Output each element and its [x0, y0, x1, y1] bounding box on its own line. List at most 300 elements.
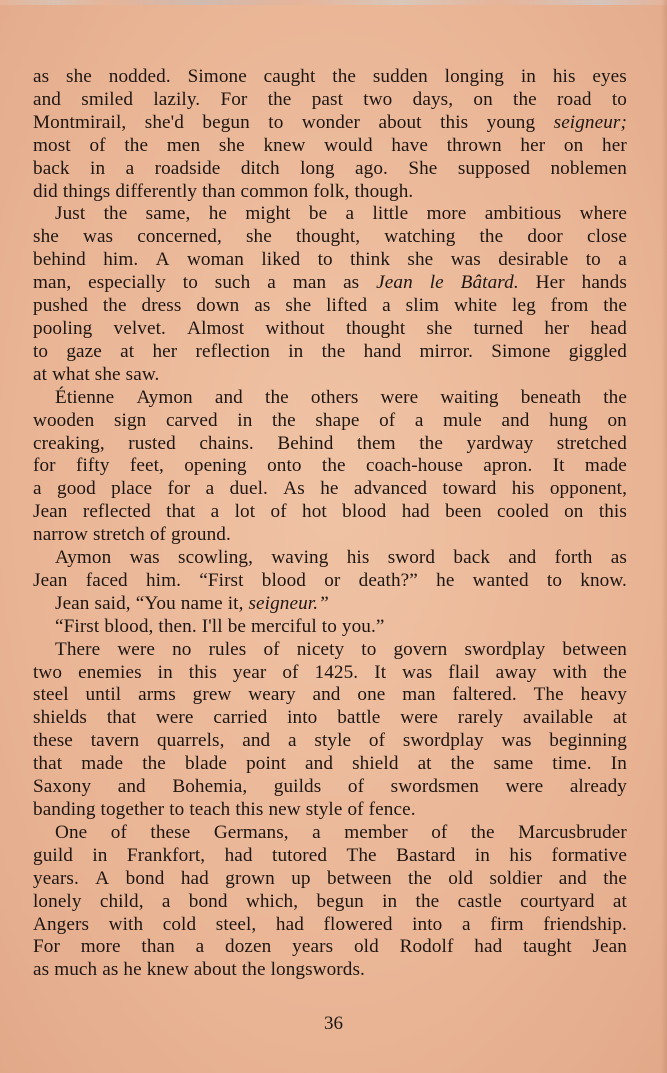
word: merciful [251, 615, 317, 637]
word: the [321, 455, 346, 477]
word: know. [580, 569, 627, 591]
word: faltered. [452, 684, 517, 706]
word: to [33, 340, 49, 362]
word: ground. [171, 524, 231, 546]
word: flail [448, 661, 480, 683]
word: on [564, 501, 584, 523]
word: seigneur; [553, 111, 627, 133]
word: his [552, 66, 576, 87]
word: she'd [144, 111, 184, 133]
word: One [55, 821, 88, 843]
text-line [33, 203, 627, 226]
word: as [254, 295, 271, 317]
text-line [33, 753, 627, 776]
text-line [33, 845, 627, 868]
word: Jean [33, 569, 68, 591]
word: as [610, 547, 627, 569]
word: time. [552, 753, 592, 775]
word: swordplay [464, 638, 546, 660]
word: the [450, 753, 475, 775]
word: with [552, 661, 588, 683]
word: giggled [568, 340, 627, 362]
word: it, [227, 592, 244, 614]
word: watching [384, 226, 456, 248]
text-line [33, 226, 627, 249]
page-number: 36 [324, 1013, 343, 1034]
word: lifted [326, 295, 368, 317]
text-line [33, 707, 627, 730]
word: Étienne [55, 386, 115, 408]
word: hung [549, 409, 588, 431]
word: white [453, 295, 498, 317]
word: of [368, 730, 386, 752]
word: she [218, 134, 245, 156]
word: others [310, 386, 359, 408]
word: stretch [92, 524, 145, 546]
word: and [214, 386, 243, 408]
word: man [402, 684, 436, 706]
word: made [81, 753, 124, 775]
word: castle [457, 890, 502, 912]
word: the [470, 821, 495, 843]
word: onto [267, 455, 302, 477]
word: such [214, 272, 251, 294]
word: For [33, 936, 60, 958]
word: men [166, 134, 201, 156]
word: on [563, 134, 584, 156]
word: toward [442, 478, 497, 500]
word: and [117, 776, 146, 798]
word: a [312, 821, 321, 843]
word: differently [115, 180, 198, 202]
word: rarely [457, 707, 504, 729]
text-line [33, 135, 627, 158]
word: to [268, 111, 284, 133]
word: yardway [466, 432, 534, 454]
word: year [232, 661, 267, 683]
word: that [33, 753, 63, 775]
word: most [33, 134, 71, 156]
word: made [584, 455, 627, 477]
word: had [474, 936, 503, 958]
word: steel [33, 684, 69, 706]
word: the [419, 432, 443, 454]
word: of [110, 821, 127, 843]
word: Her [535, 272, 565, 294]
word: more [80, 936, 121, 958]
word: For [220, 88, 248, 110]
word: had [224, 844, 253, 866]
word: he [320, 478, 339, 500]
word: hand [363, 340, 402, 362]
word: be [308, 203, 328, 225]
word: than [141, 936, 175, 958]
word: much [54, 959, 98, 981]
text-line [33, 66, 627, 89]
word: already [569, 776, 627, 798]
text-line [33, 478, 627, 501]
word: the [408, 867, 432, 889]
word: seigneur.” [248, 592, 329, 614]
body-text [33, 66, 627, 982]
word: than [202, 180, 236, 202]
word: thought [345, 317, 406, 339]
text-line [33, 662, 627, 685]
word: I'll [201, 615, 223, 637]
word: velvet. [113, 317, 166, 339]
word: thrown [446, 134, 502, 156]
word: old [448, 867, 474, 889]
word: Aymon [55, 547, 112, 569]
word: had [401, 501, 430, 523]
word: Aymon [136, 386, 193, 408]
word: him. [145, 569, 182, 591]
word: nodded. [108, 66, 171, 87]
word: might [245, 203, 291, 225]
word: gaze [66, 340, 102, 362]
word: these [33, 730, 73, 752]
word: Jean [33, 501, 68, 523]
word: available [522, 707, 594, 729]
text-line [33, 387, 627, 410]
word: without [265, 317, 325, 339]
word: scowling, [178, 547, 254, 569]
word: into [412, 913, 443, 935]
word: behind [33, 249, 86, 271]
word: shape [315, 409, 360, 431]
word: shields [33, 707, 87, 729]
word: until [85, 684, 122, 706]
word: rusted [128, 432, 176, 454]
word: her [602, 134, 627, 156]
word: this [188, 661, 217, 683]
word: noblemen [550, 157, 627, 179]
word: saw. [125, 363, 160, 385]
word: to [361, 638, 377, 660]
word: wanted [472, 569, 529, 591]
word: battle [337, 707, 381, 729]
word: shield [352, 753, 399, 775]
text-line [33, 799, 627, 822]
text-line [33, 524, 627, 547]
word: between [327, 867, 392, 889]
word: cold [162, 913, 197, 935]
word: bond [125, 867, 165, 889]
word: in [90, 157, 106, 179]
word: A [95, 867, 110, 889]
word: on [607, 409, 627, 431]
word: ambitious [484, 203, 562, 225]
word: this [440, 111, 469, 133]
word: she [66, 66, 92, 87]
word: this [598, 501, 627, 523]
word: beginning [549, 730, 627, 752]
word: long [300, 157, 335, 179]
word: supposed [457, 157, 531, 179]
word: formative [551, 844, 627, 866]
word: ago. [355, 157, 388, 179]
word: she [407, 249, 434, 271]
word: was [82, 226, 114, 248]
word: longswords. [270, 959, 365, 981]
word: you.” [341, 615, 385, 637]
word: a [210, 501, 220, 523]
word: back [33, 157, 70, 179]
word: swordplay [402, 730, 484, 752]
word: mule [443, 409, 482, 431]
word: knew [263, 134, 306, 156]
word: and [501, 409, 530, 431]
word: him. [103, 249, 139, 271]
word: been [445, 501, 482, 523]
word: place [111, 478, 153, 500]
word: to [317, 249, 333, 271]
word: Behind [277, 432, 334, 454]
word: Simone [491, 340, 551, 362]
word: of [431, 821, 448, 843]
word: leg [512, 295, 536, 317]
word: road [557, 88, 592, 110]
word: his [509, 844, 533, 866]
word: roadside [154, 157, 221, 179]
word: advanced [353, 478, 428, 500]
text-line [33, 730, 627, 753]
word: old [353, 936, 379, 958]
word: be [227, 615, 246, 637]
word: the [603, 386, 627, 408]
word: blood, [104, 615, 154, 637]
word: which, [245, 890, 299, 912]
word: guilds [273, 776, 322, 798]
word: carved [165, 409, 218, 431]
word: in [474, 844, 490, 866]
word: at [612, 707, 627, 729]
text-line [33, 570, 627, 593]
word: style [305, 799, 343, 820]
word: lonely [33, 890, 82, 912]
word: was [402, 661, 433, 683]
word: blade [184, 753, 228, 775]
word: the [603, 867, 627, 889]
word: a [414, 409, 424, 431]
word: Bastard [396, 844, 456, 866]
word: and [312, 684, 341, 706]
word: hot [302, 501, 327, 523]
word: firm [490, 913, 524, 935]
word: Just [55, 203, 86, 225]
word: reflection [195, 340, 270, 362]
text-line [33, 639, 627, 662]
word: folk, [313, 180, 350, 202]
word: she [33, 226, 59, 248]
word: on [473, 88, 493, 110]
word: the [267, 88, 292, 110]
word: about [378, 111, 422, 133]
word: In [610, 753, 627, 775]
word: did [33, 180, 58, 202]
word: style [314, 730, 352, 752]
word: and [33, 88, 62, 110]
word: at [120, 340, 135, 362]
word: in [157, 661, 173, 683]
word: a [205, 478, 215, 500]
word: to [611, 88, 627, 110]
text-line [33, 295, 627, 318]
word: teach [189, 799, 231, 820]
word: It [552, 455, 565, 477]
word: that [166, 501, 196, 523]
word: think [350, 249, 391, 271]
word: and [242, 730, 271, 752]
word: slim [405, 295, 440, 317]
word: the [513, 88, 537, 110]
word: a [195, 936, 205, 958]
word: the [271, 409, 296, 431]
word: said, [94, 592, 131, 614]
word: he [208, 203, 227, 225]
word: turned [473, 317, 524, 339]
text-line [33, 364, 627, 387]
text-line [33, 822, 627, 845]
word: a [461, 913, 471, 935]
word: and [305, 753, 334, 775]
word: Jean [55, 592, 90, 614]
word: at [33, 363, 48, 385]
word: fifty [76, 455, 110, 477]
word: a [618, 249, 627, 271]
word: opening [184, 455, 247, 477]
word: two [33, 661, 63, 683]
word: beneath [520, 386, 582, 408]
text-line [33, 112, 627, 135]
word: were [505, 776, 544, 798]
word: stretched [556, 432, 627, 454]
word: nicety [296, 638, 345, 660]
word: mirror. [419, 340, 473, 362]
page-right-edge [661, 0, 667, 1073]
word: her [520, 134, 546, 156]
text-line [33, 410, 627, 433]
word: longing [444, 66, 505, 87]
word: as [33, 959, 50, 981]
word: where [579, 203, 627, 225]
word: were [400, 707, 438, 729]
word: ditch [240, 157, 280, 179]
text-line [33, 272, 627, 295]
word: was [501, 730, 532, 752]
word: apron. [483, 455, 533, 477]
text-line [33, 776, 627, 799]
word: Bohemia, [172, 776, 248, 798]
word: same [493, 753, 534, 775]
word: two [363, 88, 393, 110]
word: member [344, 821, 408, 843]
word: for [33, 455, 56, 477]
text-line [33, 455, 627, 478]
word: back [453, 547, 491, 569]
word: these [150, 821, 191, 843]
word: weary [248, 684, 296, 706]
text-line [33, 547, 627, 570]
word: years [292, 936, 334, 958]
word: at [417, 753, 432, 775]
word: with [108, 913, 144, 935]
word: the [124, 134, 149, 156]
word: days, [412, 88, 454, 110]
word: things [62, 180, 111, 202]
word: Jean [592, 936, 627, 958]
word: thought, [295, 226, 361, 248]
word: heavy [580, 684, 627, 706]
word: grown [225, 867, 275, 889]
word: she [245, 226, 272, 248]
word: down [196, 295, 240, 317]
word: of [347, 799, 364, 820]
text-line [33, 684, 627, 707]
word: wonder [301, 111, 361, 133]
word: a [345, 203, 355, 225]
word: between [562, 638, 627, 660]
word: enemies [78, 661, 142, 683]
word: reflected [82, 501, 151, 523]
word: a [33, 478, 42, 500]
word: especially [88, 272, 166, 294]
word: in [237, 409, 253, 431]
word: was [450, 249, 481, 271]
word: narrow [33, 524, 88, 546]
word: begun [316, 890, 364, 912]
word: name [180, 592, 223, 614]
word: Rodolf [399, 936, 454, 958]
word: the [265, 386, 289, 408]
word: his [346, 547, 370, 569]
word: Simone [187, 66, 247, 87]
word: the [479, 226, 504, 248]
word: had [275, 913, 304, 935]
word: as [343, 272, 360, 294]
word: to [546, 569, 563, 591]
word: or [324, 569, 341, 591]
word: She [408, 157, 438, 179]
word: bond [188, 890, 228, 912]
word: steel, [215, 913, 257, 935]
word: good [57, 478, 96, 500]
word: her [544, 317, 570, 339]
word: “First [55, 615, 100, 637]
word: knew [146, 959, 189, 981]
word: to [585, 249, 601, 271]
word: quarrels, [156, 730, 225, 752]
word: Almost [187, 317, 245, 339]
word: chains. [199, 432, 254, 454]
word: the [241, 959, 266, 981]
word: a [161, 890, 171, 912]
word: a [125, 157, 135, 179]
text-line [33, 89, 627, 112]
word: of [347, 776, 365, 798]
word: a [267, 272, 276, 294]
word: The [346, 844, 377, 866]
word: pushed [33, 295, 88, 317]
word: her [152, 340, 178, 362]
word: “You [135, 592, 176, 614]
word: pooling [33, 317, 93, 339]
word: past [311, 88, 344, 110]
page-top-edge [0, 0, 667, 5]
word: lazily. [153, 88, 201, 110]
text-line [33, 249, 627, 272]
word: as [102, 959, 119, 981]
